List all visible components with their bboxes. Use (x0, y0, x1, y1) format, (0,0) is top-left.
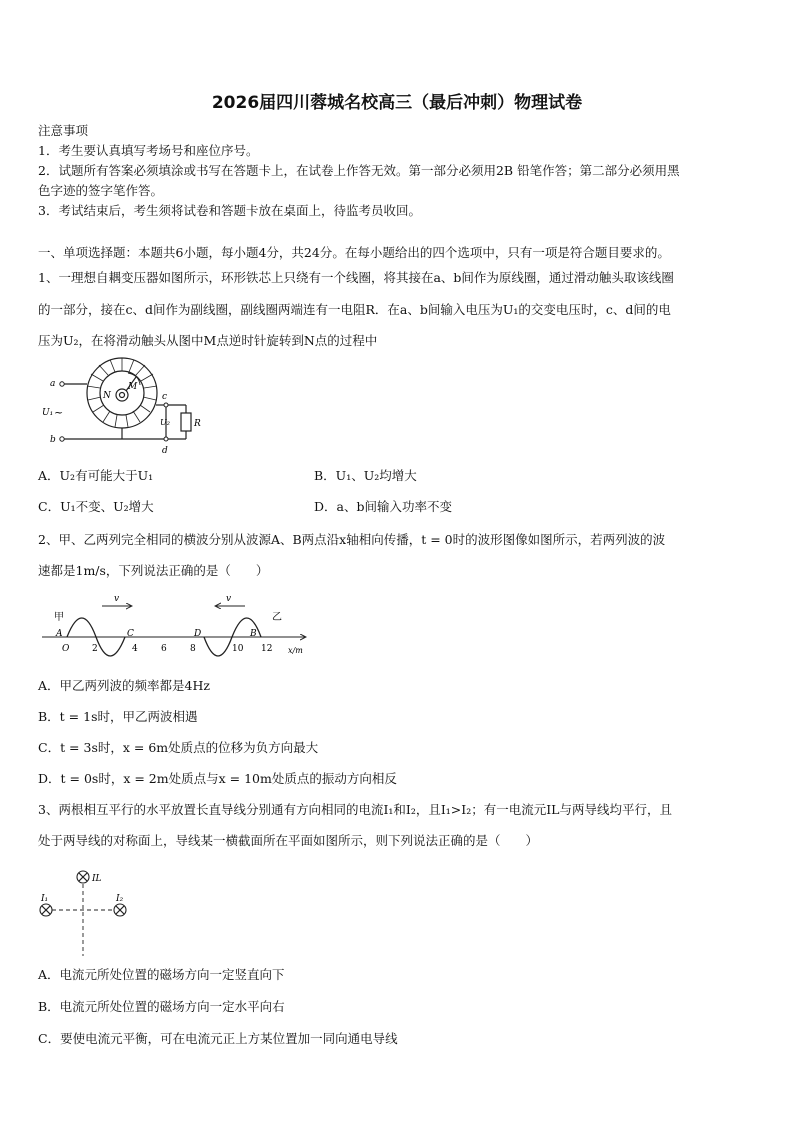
q3-option-b: B．电流元所处位置的磁场方向一定水平向右 (38, 999, 285, 1014)
notice-item: 3．考试结束后，考生须将试卷和答题卡放在桌面上，待监考员收回。 (38, 203, 421, 218)
terminal-d-label: d (162, 446, 168, 456)
q2-option-a: A．甲乙两列波的频率都是4Hz (38, 678, 210, 693)
terminal-c-label: c (162, 392, 168, 402)
q1-option-c: C．U₁不变、U₂增大 (38, 499, 154, 514)
wave-yi-label: 乙 (272, 612, 282, 623)
point-n-label: N (103, 391, 111, 401)
wire-diagram (36, 862, 136, 958)
q2-option-b: B．t = 1s时，甲乙两波相遇 (38, 709, 198, 724)
terminal-a-label: a (50, 379, 56, 389)
point-a-label: A (56, 629, 63, 639)
question-1-text: 的一部分，接在c、d间作为副线圈，副线圈两端连有一电阻R．在a、b间输入电压为U₁的交变电压时，c、d间的电 (38, 302, 671, 317)
tick-label: 4 (132, 644, 138, 654)
wave-jia-label: 甲 (54, 612, 64, 623)
notice-item: 2．试题所有答案必须填涂或书写在答题卡上，在试卷上作答无效。第一部分必须用2B 铅笔作答；第二部分必须用黑 (38, 163, 680, 178)
section-heading: 一、单项选择题：本题共6小题，每小题4分，共24分。在每小题给出的四个选项中，只有一项是符合题目要求的。 (38, 245, 670, 260)
notice-item: 色字迹的签字笔作答。 (38, 183, 164, 198)
tick-label: 2 (92, 644, 98, 654)
wave-diagram (40, 590, 312, 660)
notice-heading: 注意事项 (38, 123, 89, 138)
q1-option-d: D．a、b间输入功率不变 (314, 499, 452, 514)
q1-option-a: A．U₂有可能大于U₁ (38, 468, 154, 483)
point-b-label: B (250, 629, 257, 639)
q3-option-c: C．要使电流元平衡，可在电流元正上方某位置加一同向通电导线 (38, 1031, 398, 1046)
wave-v-label: v (114, 594, 120, 604)
x-axis-label: x/m (288, 646, 303, 655)
q1-option-b: B．U₁、U₂均增大 (314, 468, 417, 483)
page-title: 2026届四川蓉城名校高三（最后冲刺）物理试卷 (211, 93, 583, 113)
wire-i2-icon (114, 904, 126, 916)
point-m-label: M (128, 382, 138, 392)
voltage-u1-label: U₁ (42, 408, 54, 418)
wire-i1-icon (40, 904, 52, 916)
tick-label: O (62, 644, 70, 654)
point-c-label: C (127, 629, 134, 639)
point-d-label: D (194, 629, 202, 639)
q3-option-a: A．电流元所处位置的磁场方向一定竖直向下 (38, 967, 285, 982)
resistor-label: R (194, 419, 201, 429)
tick-label: 8 (190, 644, 196, 654)
question-3-text: 3、两根相互平行的水平放置长直导线分别通有方向相同的电流I₁和I₂，且I₁>I₂；有一电流元IL与两导线均平行，且 (38, 802, 672, 817)
current-element-label: IL (92, 874, 102, 884)
tick-label: 12 (261, 644, 273, 654)
question-2-text: 2、甲、乙两列完全相同的横波分别从波源A、B两点沿x轴相向传播，t = 0时的波形图像如图所示，若两列波的波 (38, 532, 666, 547)
tick-label: 6 (161, 644, 167, 654)
question-3-text: 处于两导线的对称面上，导线某一横截面所在平面如图所示，则下列说法正确的是（ ） (38, 833, 539, 848)
terminal-b-label: b (50, 435, 56, 445)
q2-option-d: D．t = 0s时，x = 2m处质点与x = 10m处质点的振动方向相反 (38, 771, 397, 786)
question-1-text: 1、一理想自耦变压器如图所示，环形铁芯上只绕有一个线圈，将其接在a、b间作为原线圈，通过滑动触头取该线圈 (38, 270, 674, 285)
question-2-text: 速都是1m/s，下列说法正确的是（ ） (38, 563, 269, 578)
question-1-text: 压为U₂，在将滑动触头从图中M点逆时针旋转到N点的过程中 (38, 333, 378, 348)
transformer-diagram (40, 355, 210, 455)
wire-i2-label: I₂ (116, 894, 124, 904)
tick-label: 10 (232, 644, 244, 654)
wire-i1-label: I₁ (41, 894, 49, 904)
wave-v-label: v (226, 594, 232, 604)
voltage-u2-label: U₂ (160, 418, 170, 427)
ac-source-icon: ~ (54, 406, 64, 419)
q2-option-c: C．t = 3s时，x = 6m处质点的位移为负方向最大 (38, 740, 319, 755)
notice-item: 1．考生要认真填写考场号和座位序号。 (38, 143, 259, 158)
current-element-icon (77, 871, 89, 883)
